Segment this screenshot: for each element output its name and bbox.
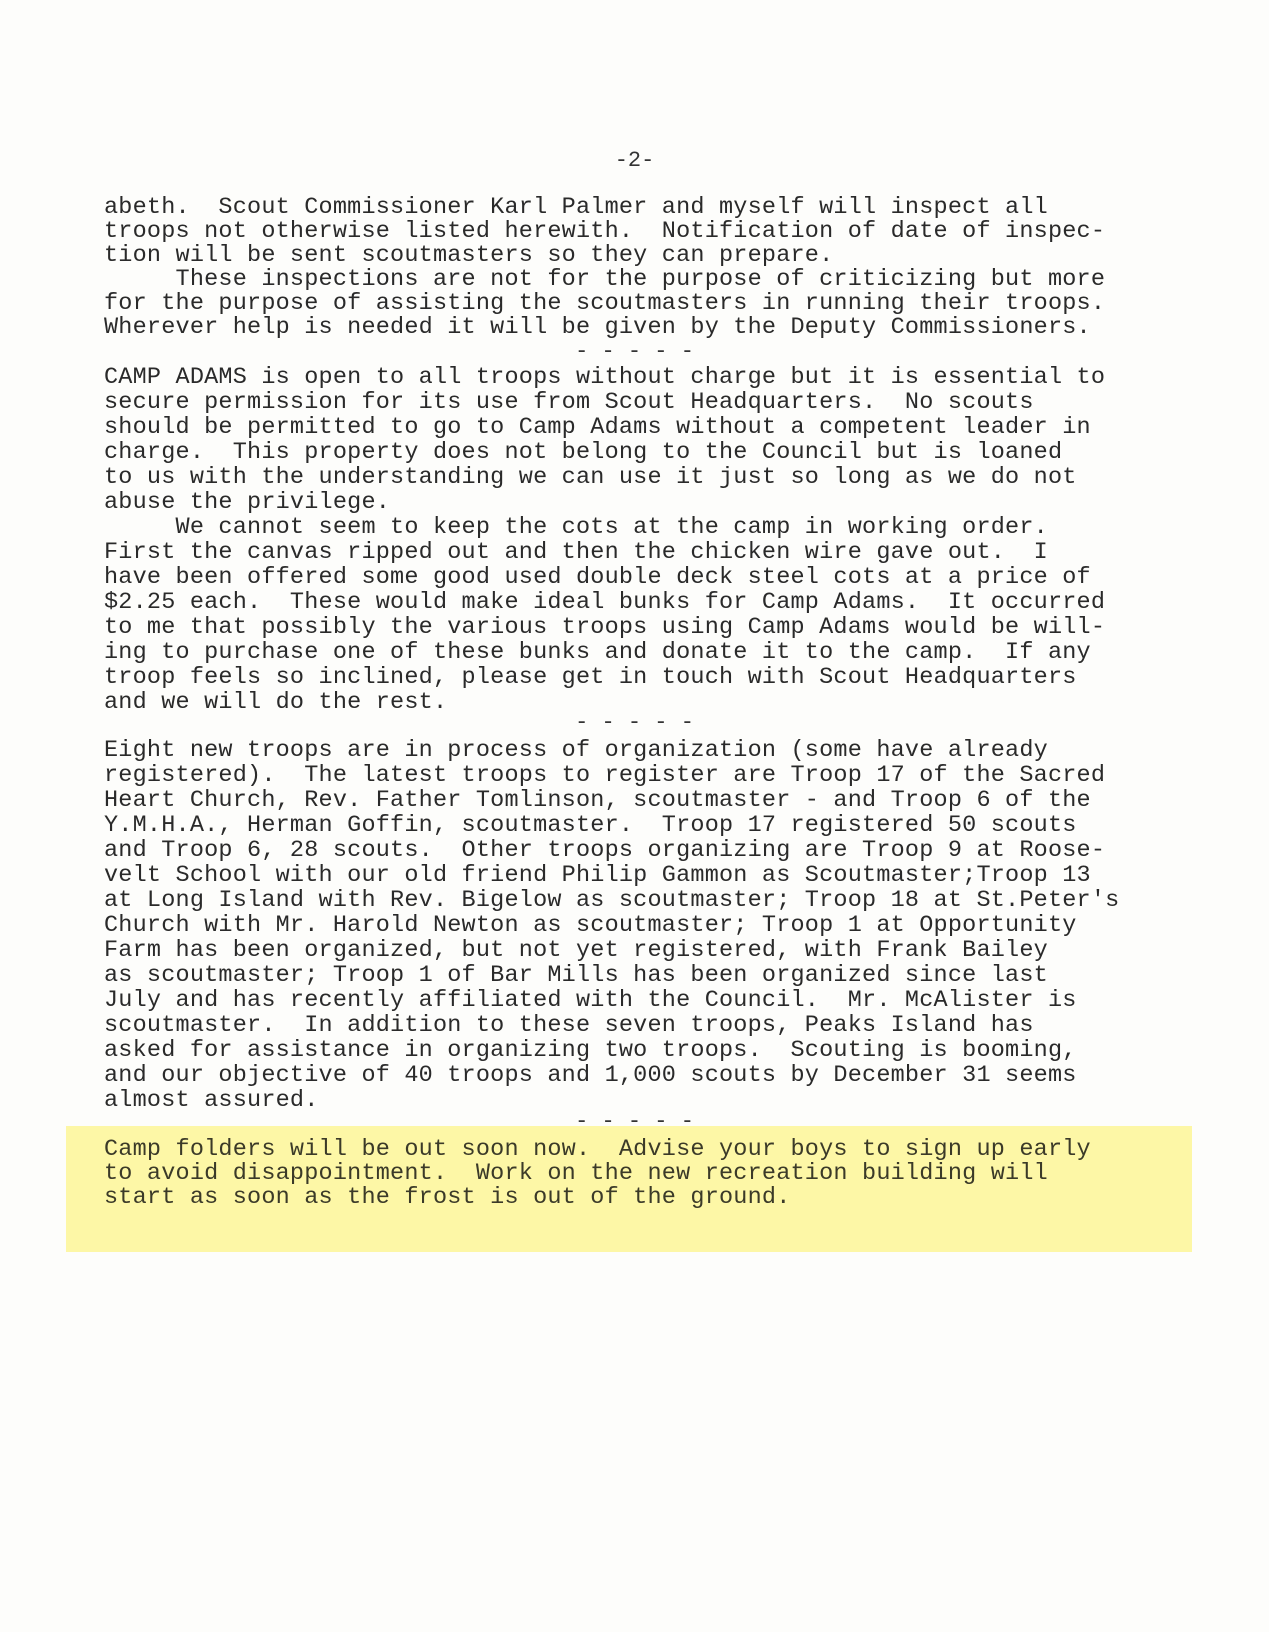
section-separator: - - - - - [575,710,694,735]
text-line: $2.25 each. These would make ideal bunks for Camp Adams. It occurred [104,589,1106,616]
section-separator: - - - - - [575,1109,694,1134]
text-line: at Long Island with Rev. Bigelow as scoutmaster; Troop 18 at St.Peter's [104,887,1120,914]
text-line: scoutmaster. In addition to these seven troops, Peaks Island has [104,1012,1034,1039]
text-line: and we will do the rest. [104,689,448,716]
page-number: -2- [614,148,655,173]
text-line: and our objective of 40 troops and 1,000 scouts by December 31 seems [104,1062,1077,1089]
text-line: troops not otherwise listed herewith. Notification of date of inspec- [104,218,1106,245]
text-line: CAMP ADAMS is open to all troops without charge but it is essential to [104,364,1106,391]
text-line: registered). The latest troops to register are Troop 17 of the Sacred [104,762,1106,789]
text-line: as scoutmaster; Troop 1 of Bar Mills has been organized since last [104,962,1048,989]
text-line: have been offered some good used double deck steel cots at a price of [104,564,1091,591]
text-line: July and has recently affiliated with the Council. Mr. McAlister is [104,987,1077,1014]
text-line: Church with Mr. Harold Newton as scoutmaster; Troop 1 at Opportunity [104,912,1077,939]
text-line: to me that possibly the various troops using Camp Adams would be will- [104,614,1106,641]
text-line: and Troop 6, 28 scouts. Other troops organizing are Troop 9 at Roose- [104,837,1106,864]
text-line: We cannot seem to keep the cots at the camp in working order. [104,514,1048,541]
text-line: to avoid disappointment. Work on the new recreation building will [104,1160,1048,1187]
text-line: First the canvas ripped out and then the chicken wire gave out. I [104,539,1048,566]
text-line: Y.M.H.A., Herman Goffin, scoutmaster. Troop 17 registered 50 scouts [104,812,1077,839]
text-line: abeth. Scout Commissioner Karl Palmer and myself will inspect all [104,194,1048,221]
text-line: velt School with our old friend Philip Gammon as Scoutmaster;Troop 13 [104,862,1091,889]
text-line: to us with the understanding we can use it just so long as we do not [104,464,1077,491]
text-line: secure permission for its use from Scout Headquarters. No scouts [104,389,1034,416]
text-line: Heart Church, Rev. Father Tomlinson, scoutmaster - and Troop 6 of the [104,787,1091,814]
text-line: These inspections are not for the purpose of criticizing but more [104,266,1106,293]
text-line: charge. This property does not belong to the Council but is loaned [104,439,1063,466]
text-line: troop feels so inclined, please get in touch with Scout Headquarters [104,664,1077,691]
text-line: Eight new troops are in process of organization (some have already [104,737,1048,764]
text-line: should be permitted to go to Camp Adams without a competent leader in [104,414,1091,441]
section-separator: - - - - - [575,339,694,364]
text-line: start as soon as the frost is out of the ground. [104,1184,791,1211]
text-line: Wherever help is needed it will be given by the Deputy Commissioners. [104,314,1091,341]
text-line: ing to purchase one of these bunks and donate it to the camp. If any [104,639,1091,666]
text-line: asked for assistance in organizing two troops. Scouting is booming, [104,1037,1077,1064]
text-line: for the purpose of assisting the scoutmasters in running their troops. [104,290,1106,317]
text-line: Camp folders will be out soon now. Advise your boys to sign up early [104,1136,1091,1163]
text-line: almost assured. [104,1087,319,1114]
text-line: Farm has been organized, but not yet registered, with Frank Bailey [104,937,1048,964]
text-line: abuse the privilege. [104,489,391,516]
text-line: tion will be sent scoutmasters so they can prepare. [104,242,834,269]
